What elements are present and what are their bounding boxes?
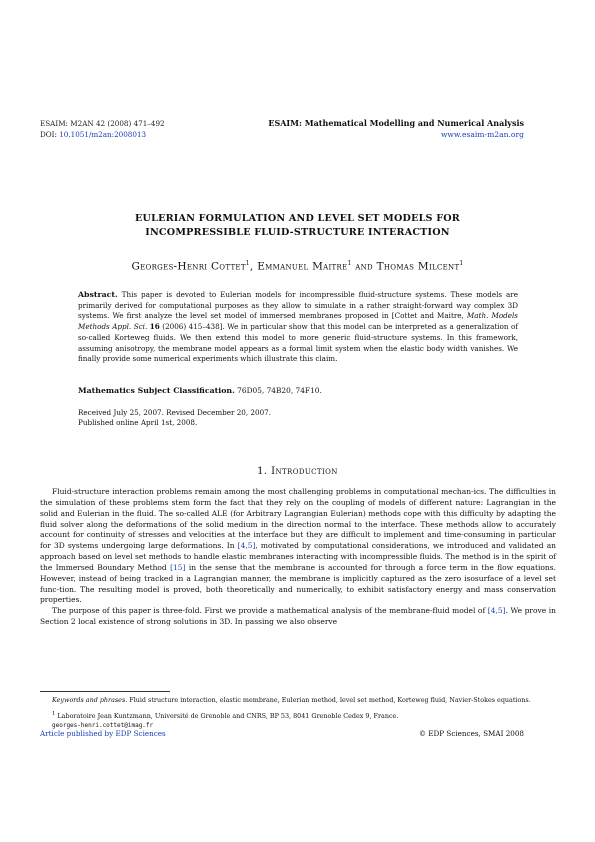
section-number: 1.	[257, 466, 272, 477]
p1-text-b: , motivated by computational considerations, we introduced and validated an approach based on level set methods to handle elastic membranes interacting with incompressible fluids. The method is in the spirit of the Immersed Boundary Method	[40, 541, 556, 572]
publisher-link[interactable]: Article published by EDP Sciences	[40, 729, 166, 738]
author-1-affil-mark: 1	[245, 260, 250, 267]
msc-codes: 76D05, 74B20, 74F10.	[234, 386, 322, 395]
footnote-divider	[40, 691, 170, 692]
p1-text-a: Fluid-structure interaction problems remain among the most challenging problems in computational mechan-ics. The difficulties in the simulation of these problems stem form the fact that they rely on the coupling of models of different nature: Lagrangian in the solid and Eulerian in the fluid. The so-called ALE (for Arbitrary Lagrangian Eulerian) methods cope with this difficulty by adapting the fluid solver along the deformations of the solid medium in the direction normal to the interface. These methods allow to accurately account for continuity of stresses and velocities at the interface but they are difficult to implement and time-consuming in particular for 3D systems undergoing large deformations. In	[40, 487, 556, 551]
doi-line	[40, 129, 165, 140]
author-2-affil-mark: 1	[347, 260, 352, 267]
abstract-volume-ref: 16	[149, 322, 160, 332]
affiliation-footnote	[40, 710, 556, 722]
abstract-text-1: This paper is devoted to Eulerian models for incompressible fluid-structure systems. These models are primarily derived for computational purposes as they allow to simulate in a rather straight-forward way complex 3D systems. We first analyze the level set model of immersed membranes proposed in [Cottet and Maitre,	[78, 290, 518, 321]
author-separator-1: ,	[249, 260, 258, 273]
paragraph-2	[40, 606, 556, 628]
paragraph-1	[40, 487, 556, 606]
abstract-text-2: (2006) 415–438]. We in particular show that this model can be interpreted as a generalization of so-called Korteweg fluids. We then extend this model to more generic fluid-structure systems. In this framework, assuming anisotropy, the membrane model appears as a formal limit system when the elastic body width vanishes. We finally provide some numerical experiments which illustrate this claim.	[78, 322, 518, 364]
author-3: Thomas Milcent	[376, 260, 460, 273]
journal-name: ESAIM: Mathematical Modelling and Numerical Analysis	[268, 118, 524, 128]
journal-volume: ESAIM: M2AN 42 (2008) 471–492	[40, 119, 165, 128]
doi-label: DOI:	[40, 130, 57, 139]
abstract-heading: Abstract.	[78, 290, 118, 299]
abstract	[78, 290, 518, 365]
affiliation-mark: 1	[52, 710, 56, 717]
keywords-text: Fluid structure interaction, elastic membrane, Eulerian method, level set method, Korteweg fluid, Navier-Stokes equations.	[127, 696, 531, 704]
p2-text-a: The purpose of this paper is three-fold. First we provide a mathematical analysis of the membrane-fluid model of	[52, 606, 488, 616]
msc-heading: Mathematics Subject Classification.	[78, 386, 235, 395]
header-right	[268, 118, 524, 140]
keywords-footnote	[40, 696, 556, 706]
journal-website-link[interactable]: www.esaim-m2an.org	[440, 130, 524, 139]
author-email[interactable]: georges-henri.cottet@imag.fr	[52, 722, 154, 730]
keywords-heading: Keywords and phrases.	[52, 696, 128, 704]
msc-classification	[78, 386, 518, 395]
header-left	[40, 118, 165, 140]
author-1: Georges-Henri Cottet	[131, 260, 246, 273]
section-name: Introduction	[271, 466, 338, 477]
footnotes	[40, 696, 556, 731]
copyright-notice: © EDP Sciences, SMAI 2008	[418, 729, 524, 738]
abstract-journal-ref: Math. Models Methods Appl. Sci.	[78, 311, 518, 332]
citation-link-15[interactable]: [15]	[170, 562, 186, 572]
author-list	[40, 260, 555, 273]
citation-link-4-5[interactable]: [4,5]	[237, 541, 256, 551]
doi-link[interactable]: 10.1051/m2an:2008013	[59, 130, 147, 139]
affiliation-text: Laboratoire Jean Kuntzmann, Université de Grenoble and CNRS, BP 53, 8041 Grenoble Cedex 9, France.	[55, 711, 399, 720]
p2-text-b: . We prove in Section 2 local existence of strong solutions in 3D. In passing we also observe	[40, 606, 556, 627]
received-dates	[78, 408, 518, 428]
received-line: Received July 25, 2007. Revised December 20, 2007.	[78, 408, 272, 417]
section-heading-introduction	[40, 466, 555, 477]
author-separator-2: and	[351, 260, 377, 273]
published-line: Published online April 1st, 2008.	[78, 418, 198, 428]
paper-title	[60, 212, 535, 240]
author-3-affil-mark: 1	[459, 260, 464, 267]
title-line-1: EULERIAN FORMULATION AND LEVEL SET MODELS FOR	[135, 213, 460, 224]
p1-text-c: in the sense that the membrane is accounted for through a force term in the flow equations. However, instead of being tracked in a Lagrangian manner, the membrane is implicitly captured as the zero isosurface of a level set func-tion. The resulting model is proved, both theoretically and numerically, to exhibit satisfactory energy and mass conservation properties.	[40, 562, 556, 605]
citation-link-4-5-second[interactable]: [4,5]	[487, 606, 506, 616]
author-2: Emmanuel Maitre	[257, 260, 348, 273]
introduction-body	[40, 487, 556, 628]
title-line-2: INCOMPRESSIBLE FLUID-STRUCTURE INTERACTION	[145, 227, 450, 238]
